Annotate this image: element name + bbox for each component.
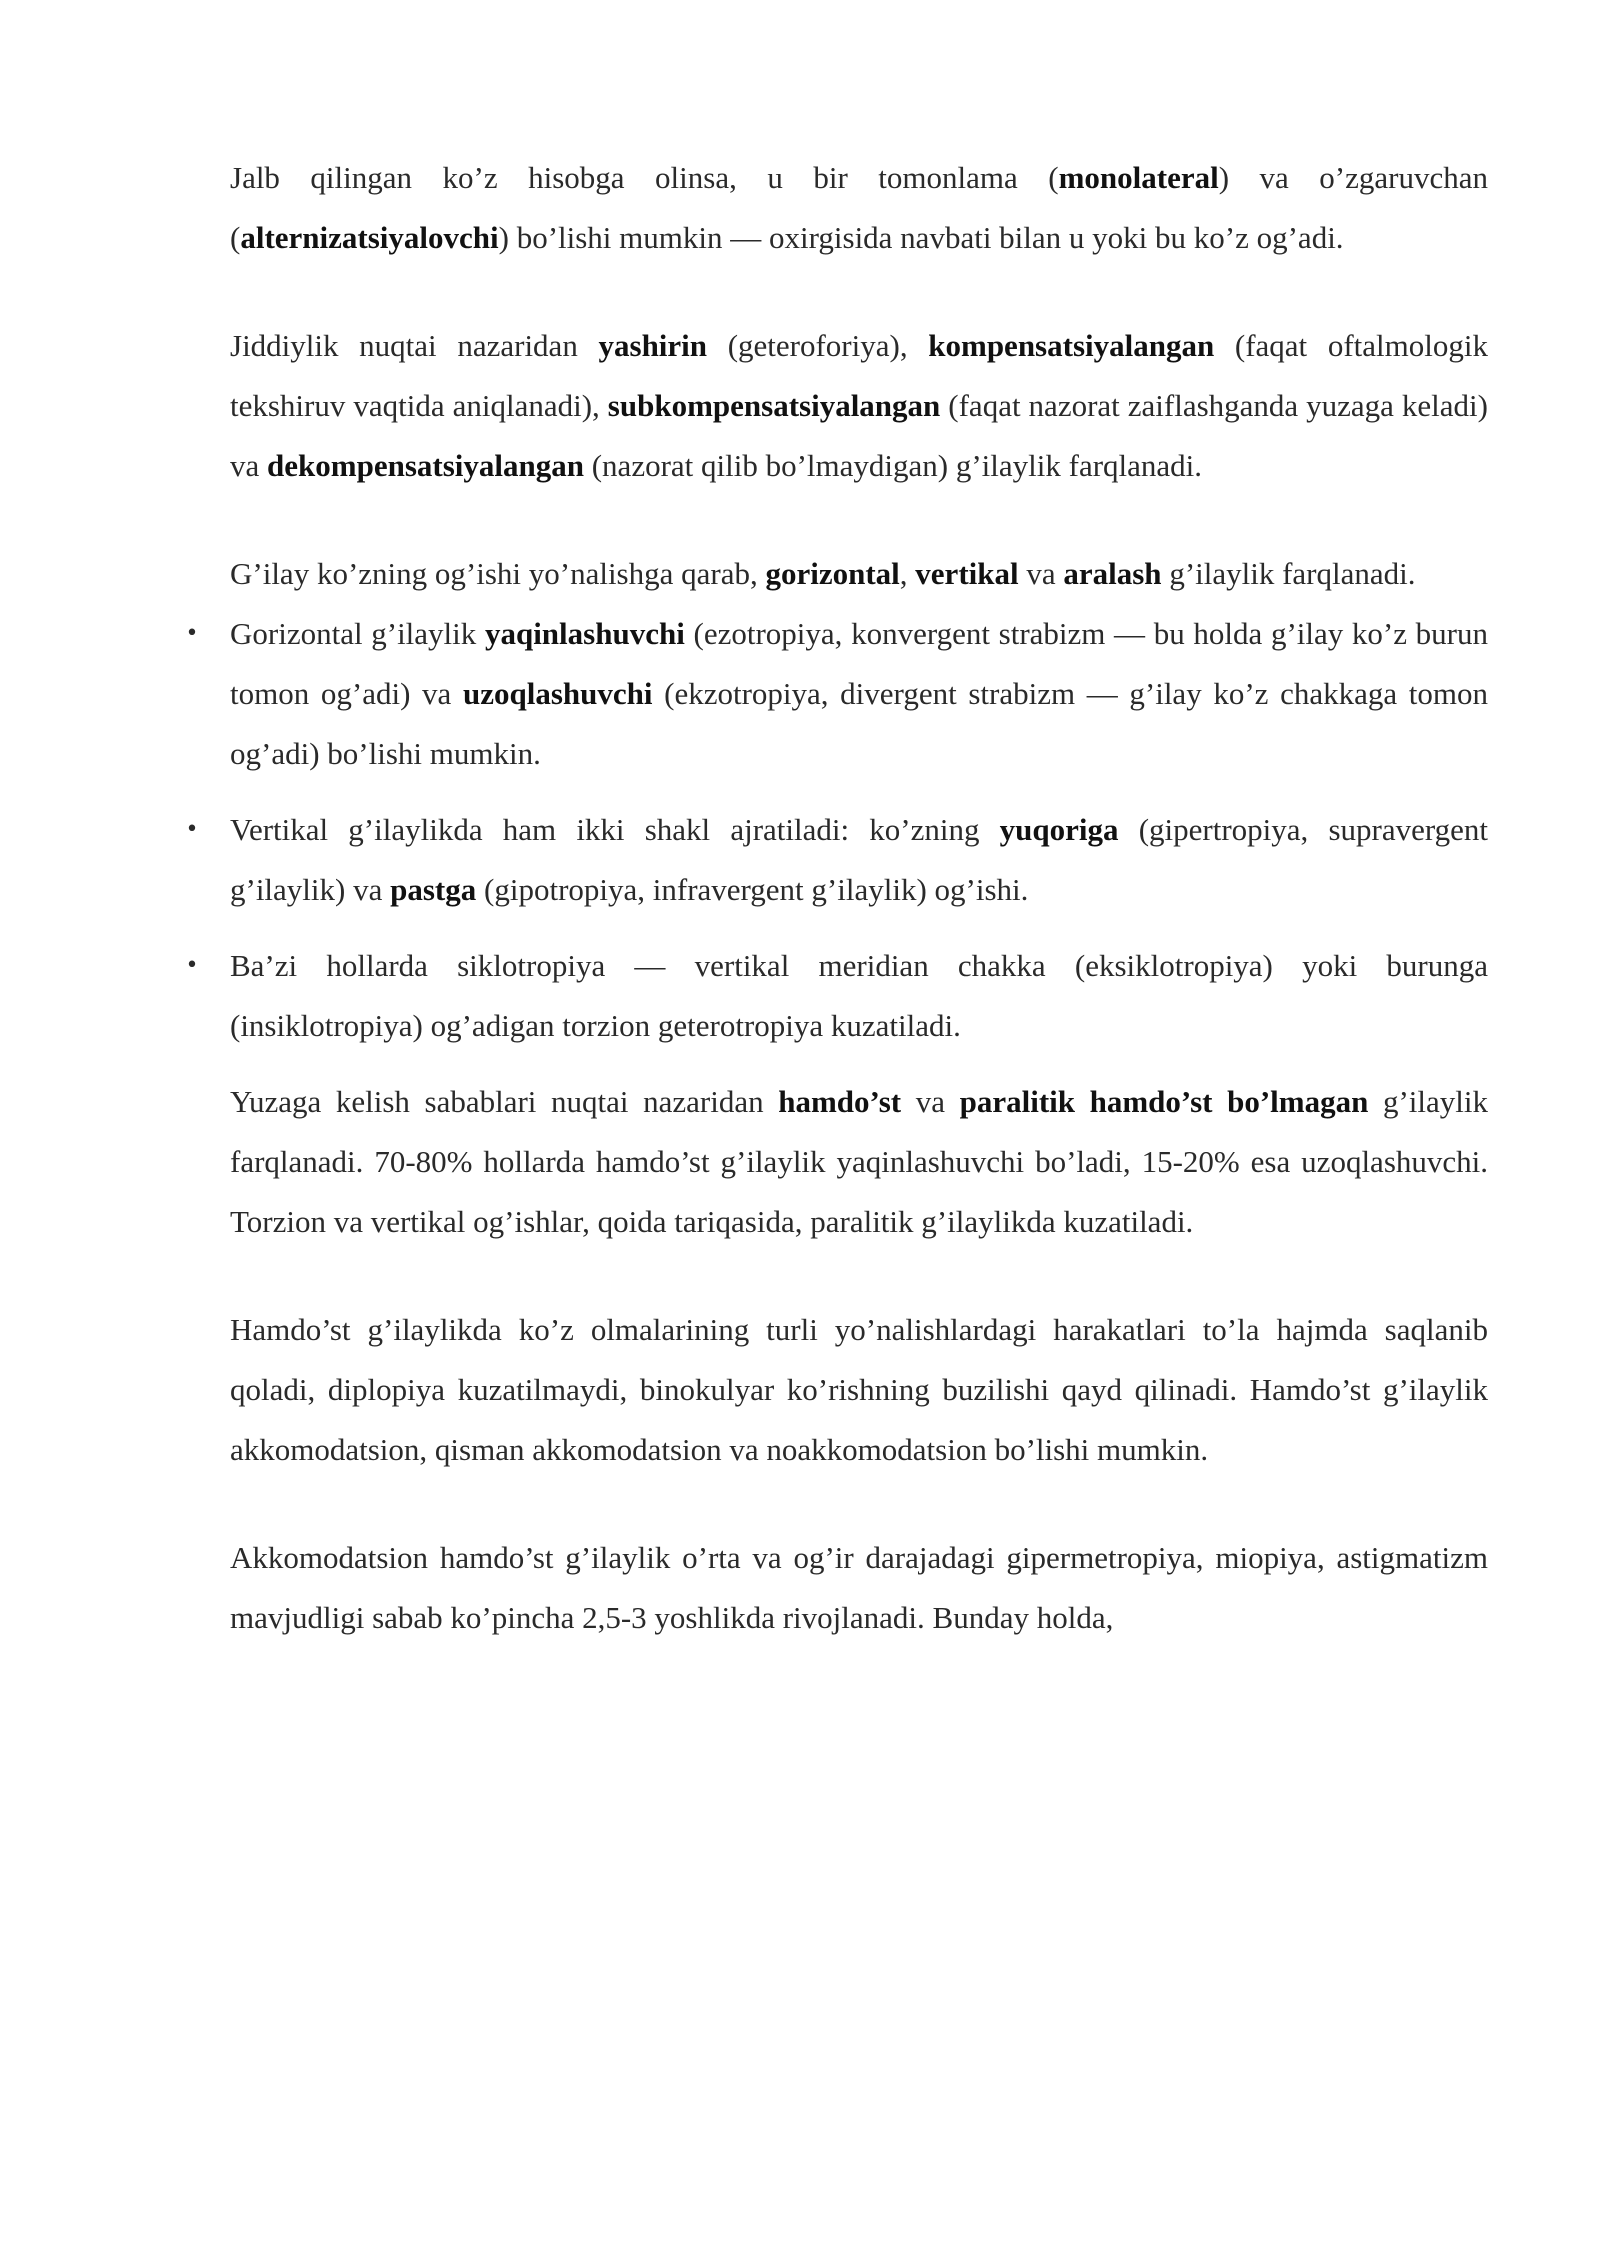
text-run: ) bo’lishi mumkin — oxirgisida navbati bilan u yoki bu ko’z og’adi. bbox=[498, 220, 1344, 255]
bold-term: hamdo’st bbox=[778, 1084, 902, 1119]
text-run: Jiddiylik nuqtai nazaridan bbox=[230, 328, 599, 363]
bold-term: uzoqlashuvchi bbox=[462, 676, 653, 711]
paragraph-concomitant bbox=[230, 1300, 1488, 1480]
list-item bbox=[230, 800, 1488, 920]
bold-term: paralitik hamdo’st bo’lmagan bbox=[959, 1084, 1369, 1119]
bullet-icon bbox=[182, 604, 202, 664]
text-run: (ezotropiya, konvergent strabizm — bu holda g’ilay ko’z burun tomon og’adi) va bbox=[230, 616, 1488, 711]
bold-term: yashirin bbox=[598, 328, 708, 363]
bullet-icon bbox=[182, 936, 202, 996]
paragraph-causes bbox=[230, 1072, 1488, 1252]
text-run: g’ilaylik farqlanadi. 70-80% hollarda hamdo’st g’ilaylik yaqinlashuvchi bo’ladi, 15-20% esa uzoqlashuvchi. Torzion va vertikal og’ishlar, qoida tariqasida, paralitik g’ilaylikda kuzatiladi. bbox=[230, 1084, 1488, 1239]
paragraph-severity bbox=[230, 316, 1488, 496]
text-run: Hamdo’st g’ilaylikda ko’z olmalarining turli yo’nalishlardagi harakatlari to’la hajmda saqlanib qoladi, diplopiya kuzatilmaydi, binokulyar ko’rishning buzilishi qayd qilinadi. Hamdo’st g’ilaylik akkomodatsion, qisman akkomodatsion va noakkomodatsion bo’lishi mumkin. bbox=[230, 1312, 1488, 1467]
text-run: Vertikal g’ilaylikda ham ikki shakl ajratiladi: ko’zning bbox=[230, 812, 1000, 847]
paragraph-accommodative bbox=[230, 1528, 1488, 1648]
list-item-text bbox=[230, 948, 1488, 1043]
bold-term: monolateral bbox=[1058, 160, 1219, 195]
text-run: (ekzotropiya, divergent strabizm — g’ilay ko’z chakkaga tomon og’adi) bo’lishi mumkin. bbox=[230, 676, 1488, 771]
bold-term: dekompensatsiyalangan bbox=[267, 448, 584, 483]
bold-term: aralash bbox=[1063, 556, 1162, 591]
text-run: g’ilaylik farqlanadi. bbox=[1161, 556, 1416, 591]
bold-term: alternizatsiyalovchi bbox=[240, 220, 499, 255]
text-run: va bbox=[901, 1084, 960, 1119]
text-run: ) va o’zgaruvchan ( bbox=[230, 160, 1488, 255]
bold-term: gorizontal bbox=[765, 556, 900, 591]
document-page bbox=[230, 148, 1488, 1648]
text-run: (gipertropiya, supravergent g’ilaylik) va bbox=[230, 812, 1488, 907]
paragraph-laterality bbox=[230, 148, 1488, 268]
paragraph-direction bbox=[230, 544, 1488, 604]
text-run: va bbox=[1018, 556, 1064, 591]
bold-term: pastga bbox=[390, 872, 477, 907]
text-run: (nazorat qilib bo’lmaydigan) g’ilaylik farqlanadi. bbox=[583, 448, 1203, 483]
text-run: (faqat oftalmologik tekshiruv vaqtida aniqlanadi), bbox=[230, 328, 1488, 423]
bold-term: vertikal bbox=[915, 556, 1019, 591]
bold-term: subkompensatsiyalangan bbox=[607, 388, 941, 423]
bold-term: yuqoriga bbox=[999, 812, 1119, 847]
deviation-types-list bbox=[230, 604, 1488, 1056]
bold-term: yaqinlashuvchi bbox=[484, 616, 685, 651]
text-run: , bbox=[899, 556, 916, 591]
text-run: Ba’zi hollarda siklotropiya — vertikal meridian chakka (eksiklotropiya) yoki burunga (insiklotropiya) og’adigan torzion geterotropiya kuzatiladi. bbox=[230, 948, 1488, 1043]
text-run: (gipotropiya, infravergent g’ilaylik) og’ishi. bbox=[476, 872, 1029, 907]
text-run: Jalb qilingan ko’z hisobga olinsa, u bir tomonlama ( bbox=[230, 160, 1059, 195]
text-run: (geteroforiya), bbox=[707, 328, 929, 363]
list-item-text bbox=[230, 616, 1488, 771]
bold-term: kompensatsiyalangan bbox=[928, 328, 1215, 363]
text-run: Yuzaga kelish sabablari nuqtai nazaridan bbox=[230, 1084, 779, 1119]
list-item-text bbox=[230, 812, 1488, 907]
list-item bbox=[230, 936, 1488, 1056]
text-run: G’ilay ko’zning og’ishi yo’nalishga qarab, bbox=[230, 556, 766, 591]
bullet-icon bbox=[182, 800, 202, 860]
text-run: (faqat nazorat zaiflashganda yuzaga keladi) va bbox=[230, 388, 1488, 483]
text-run: Gorizontal g’ilaylik bbox=[230, 616, 485, 651]
text-run: Akkomodatsion hamdo’st g’ilaylik o’rta va og’ir darajadagi gipermetropiya, miopiya, astigmatizm mavjudligi sabab ko’pincha 2,5-3 yoshlikda rivojlanadi. Bunday holda, bbox=[230, 1540, 1488, 1635]
list-item bbox=[230, 604, 1488, 784]
